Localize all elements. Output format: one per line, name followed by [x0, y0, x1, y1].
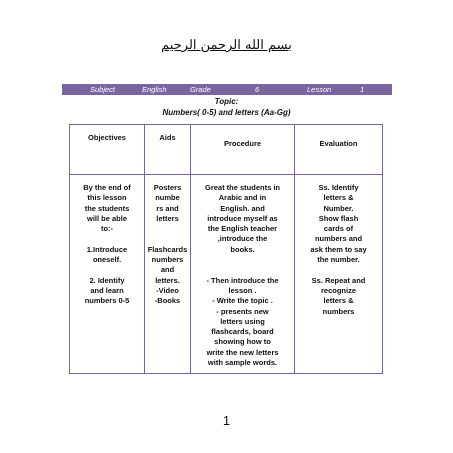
- cell-line: 1.Introduce: [86, 244, 128, 254]
- cell-line: English. and: [220, 203, 265, 213]
- cell-line: write the new letters: [206, 347, 279, 357]
- cell-line: - Write the topic .: [212, 296, 273, 306]
- evaluation-header: Evaluation: [319, 139, 358, 148]
- topic-title: Numbers( 0-5) and letters (Aa-Gg): [162, 108, 291, 117]
- lesson-label: Lesson: [307, 85, 332, 94]
- cell-line: Flashcards: [147, 244, 188, 254]
- cell-line: [193, 255, 292, 265]
- topic-block: [0, 96, 453, 118]
- subject-label: Subject: [90, 85, 116, 94]
- cell-line: letters using: [220, 316, 265, 326]
- grade-value: 6: [255, 85, 260, 94]
- objectives-body: [72, 183, 142, 307]
- cell-line: letters &: [323, 296, 354, 306]
- cell-line: ask them to say: [310, 244, 367, 254]
- cell-line: ,introduce the: [217, 234, 268, 244]
- evaluation-body: [297, 183, 380, 317]
- cell-line: and: [160, 265, 175, 275]
- topic-label: Topic:: [214, 97, 239, 106]
- cell-line: numbers and: [314, 234, 363, 244]
- procedure-header: Procedure: [223, 139, 262, 148]
- subject-value: English: [142, 85, 167, 94]
- cell-line: recognize: [320, 285, 356, 295]
- cell-line: - Then introduce the: [206, 275, 279, 285]
- cell-line: [147, 234, 188, 244]
- page-number: 1: [222, 413, 231, 428]
- aids-body: [147, 183, 188, 307]
- bismillah-heading: بسم الله الرحمن الرحيم: [161, 38, 292, 53]
- cell-line: numbers 0-5: [84, 296, 130, 306]
- cell-line: cards of: [323, 224, 354, 234]
- aids-column: [145, 125, 191, 373]
- cell-line: lesson .: [228, 285, 257, 295]
- lesson-plan-table: [69, 124, 383, 374]
- cell-line: [193, 265, 292, 275]
- cell-line: 2. Identify: [89, 275, 125, 285]
- aids-header: Aids: [159, 133, 176, 142]
- cell-line: letters &: [323, 193, 354, 203]
- cell-line: By the end of: [83, 183, 131, 192]
- cell-line: Ss. Identify: [318, 183, 359, 192]
- cell-line: the students: [84, 203, 130, 213]
- cell-line: numbers: [151, 255, 184, 265]
- cell-line: and learn: [90, 285, 124, 295]
- cell-line: Ss. Repeat and: [311, 275, 366, 285]
- evaluation-column: [295, 125, 382, 373]
- lesson-value: 1: [360, 85, 365, 94]
- cell-line: to:-: [100, 224, 114, 234]
- cell-line: flashcards, board: [211, 327, 274, 337]
- cell-line: -Books: [154, 296, 181, 306]
- cell-line: Number.: [323, 203, 354, 213]
- cell-line: [147, 224, 188, 234]
- cell-line: will be able: [86, 213, 127, 223]
- objectives-column: [70, 125, 145, 373]
- cell-line: numbers: [322, 306, 355, 316]
- objectives-header: Objectives: [88, 133, 126, 142]
- cell-line: the number.: [317, 255, 360, 265]
- cell-line: [72, 234, 142, 244]
- lesson-info-bar: [62, 84, 392, 95]
- cell-line: showing how to: [214, 337, 271, 347]
- procedure-body: [193, 183, 292, 368]
- cell-line: with sample words.: [207, 358, 278, 368]
- cell-line: books.: [230, 244, 255, 254]
- cell-line: [297, 265, 380, 275]
- grade-label: Grade: [190, 85, 211, 94]
- cell-line: introduce myself as: [207, 213, 278, 223]
- cell-line: Great the students in: [204, 183, 280, 192]
- cell-line: Show flash: [318, 213, 359, 223]
- cell-line: letters.: [155, 275, 180, 285]
- cell-line: oneself.: [92, 255, 122, 265]
- cell-line: numbe: [155, 193, 180, 203]
- cell-line: Posters: [153, 183, 182, 192]
- cell-line: [72, 265, 142, 275]
- cell-line: - presents new: [216, 306, 269, 316]
- cell-line: Arabic and in: [218, 193, 267, 203]
- cell-line: this lesson: [87, 193, 127, 203]
- cell-line: rs and: [156, 203, 179, 213]
- cell-line: letters: [156, 213, 179, 223]
- cell-line: -Video: [156, 285, 179, 295]
- cell-line: the English teacher: [207, 224, 278, 234]
- procedure-column: [191, 125, 295, 373]
